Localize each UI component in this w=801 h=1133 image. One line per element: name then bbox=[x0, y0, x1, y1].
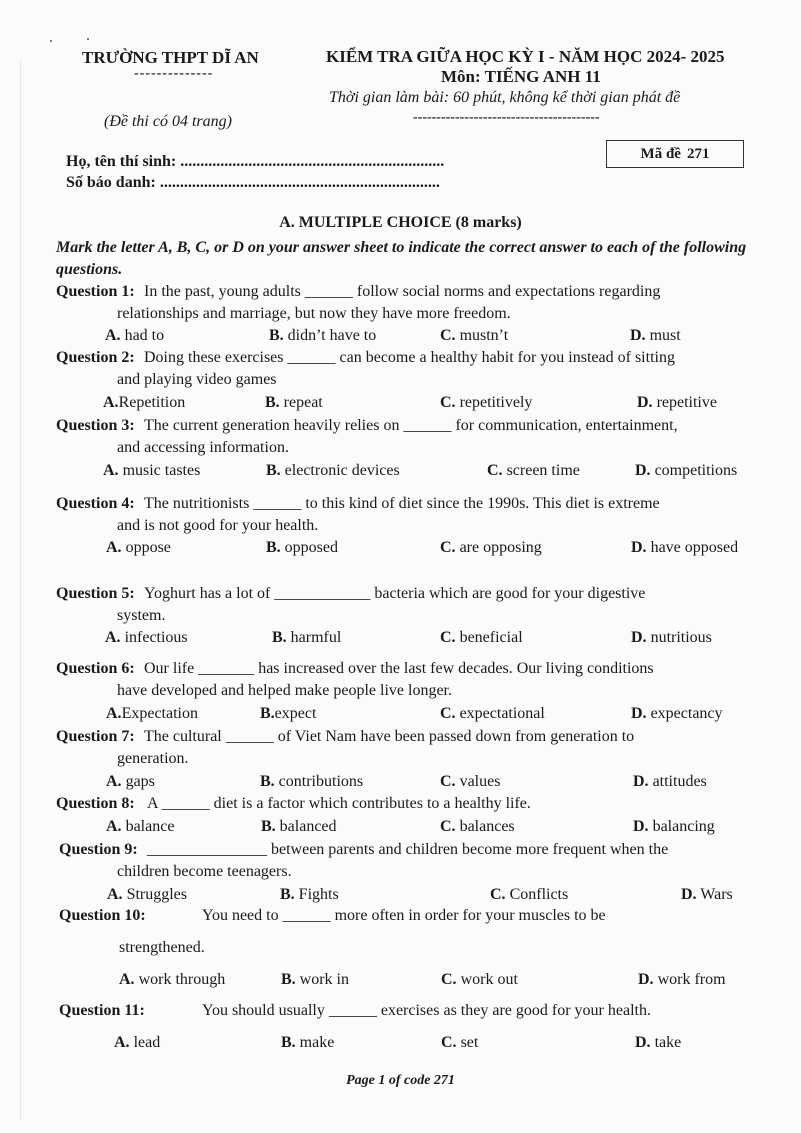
option-letter: C. bbox=[487, 462, 503, 479]
option-letter: B. bbox=[266, 462, 281, 479]
answer-option-c bbox=[441, 969, 518, 991]
scan-dot bbox=[50, 40, 52, 42]
question-text-continued: and is not good for your health. bbox=[117, 517, 319, 534]
option-letter: C. bbox=[440, 705, 456, 722]
option-text: expect bbox=[274, 705, 317, 722]
option-text: Struggles bbox=[122, 886, 188, 903]
school-underline: -------------- bbox=[134, 66, 214, 81]
answer-option-d bbox=[633, 816, 715, 838]
option-letter: D. bbox=[638, 971, 654, 988]
option-text: infectious bbox=[120, 629, 188, 646]
option-text: Conflicts bbox=[505, 886, 569, 903]
option-letter: A. bbox=[103, 394, 119, 411]
option-text: lead bbox=[129, 1034, 161, 1051]
section-instruction: Mark the letter A, B, C, or D on your answer sheet to indicate the correct answer to each of the following questions. bbox=[56, 239, 747, 278]
answer-option-b bbox=[269, 325, 376, 347]
option-text: attitudes bbox=[648, 773, 707, 790]
question-text: A ______ diet is a factor which contributes to a healthy life. bbox=[147, 795, 531, 812]
answer-option-b bbox=[261, 816, 337, 838]
option-text: balance bbox=[121, 818, 175, 835]
option-text: harmful bbox=[286, 629, 342, 646]
question-text-continued: generation. bbox=[117, 750, 189, 767]
answer-option-c bbox=[440, 392, 532, 414]
option-text: music tastes bbox=[118, 462, 201, 479]
question-label: Question 7: bbox=[56, 728, 135, 745]
answer-option-a bbox=[105, 325, 164, 347]
exam-code-value: 271 bbox=[686, 145, 710, 162]
option-text: beneficial bbox=[455, 629, 523, 646]
page-count-note: (Đề thi có 04 trang) bbox=[104, 113, 232, 130]
option-text: nutritious bbox=[646, 629, 712, 646]
option-text: had to bbox=[120, 327, 165, 344]
question-label: Question 4: bbox=[56, 495, 135, 512]
answer-option-a bbox=[103, 460, 200, 482]
option-letter: C. bbox=[441, 971, 457, 988]
answer-option-c bbox=[440, 703, 545, 725]
question-label: Question 1: bbox=[56, 283, 135, 300]
question-text-continued: and playing video games bbox=[117, 371, 277, 388]
question-text-continued: have developed and helped make people live longer. bbox=[117, 682, 452, 699]
answer-option-d bbox=[633, 771, 707, 793]
answer-option-a bbox=[119, 969, 225, 991]
option-letter: A. bbox=[105, 629, 121, 646]
student-name-field: Họ, tên thí sinh: .................................................................. bbox=[66, 153, 445, 170]
question-text: _______________ between parents and children become more frequent when the bbox=[147, 841, 669, 858]
option-letter: B. bbox=[280, 886, 295, 903]
answer-option-d bbox=[635, 460, 737, 482]
option-letter: D. bbox=[630, 327, 646, 344]
question-text-continued: strengthened. bbox=[119, 939, 205, 956]
option-text: repetitively bbox=[455, 394, 533, 411]
option-text: oppose bbox=[121, 539, 171, 556]
option-letter: D. bbox=[631, 539, 647, 556]
option-letter: D. bbox=[631, 629, 647, 646]
question-label: Question 10: bbox=[59, 907, 146, 924]
question-label: Question 8: bbox=[56, 795, 135, 812]
option-letter: B. bbox=[261, 818, 276, 835]
option-letter: B. bbox=[269, 327, 284, 344]
answer-option-a bbox=[107, 884, 187, 906]
student-id-field: Số báo danh: ...................................................................... bbox=[66, 174, 440, 191]
option-text: values bbox=[455, 773, 501, 790]
answer-option-c bbox=[440, 537, 542, 559]
option-text: Wars bbox=[696, 886, 733, 903]
option-text: gaps bbox=[121, 773, 155, 790]
question-text: The current generation heavily relies on ______ for communication, entertainment, bbox=[144, 417, 678, 434]
option-text: didn’t have to bbox=[283, 327, 377, 344]
question-text-continued: relationships and marriage, but now they have more freedom. bbox=[117, 305, 511, 322]
answer-option-a bbox=[103, 392, 185, 414]
answer-option-a bbox=[106, 771, 155, 793]
school-name: TRƯỜNG THPT DĨ AN bbox=[82, 48, 259, 67]
answer-option-d bbox=[638, 969, 726, 991]
option-letter: C. bbox=[490, 886, 506, 903]
question-text: Yoghurt has a lot of ____________ bacteria which are good for your digestive bbox=[144, 585, 646, 602]
answer-option-c bbox=[490, 884, 568, 906]
option-letter: C. bbox=[440, 818, 456, 835]
exam-title: KIỂM TRA GIỮA HỌC KỲ I - NĂM HỌC 2024- 2025 bbox=[326, 47, 725, 66]
answer-option-b bbox=[280, 884, 339, 906]
answer-option-d bbox=[631, 627, 712, 649]
option-text: balanced bbox=[275, 818, 337, 835]
option-letter: D. bbox=[633, 773, 649, 790]
option-letter: A. bbox=[119, 971, 135, 988]
answer-option-d bbox=[681, 884, 733, 906]
option-letter: D. bbox=[635, 462, 651, 479]
option-letter: D. bbox=[633, 818, 649, 835]
question-text: The nutritionists ______ to this kind of diet since the 1990s. This diet is extreme bbox=[144, 495, 660, 512]
option-text: must bbox=[645, 327, 681, 344]
option-letter: B. bbox=[260, 773, 275, 790]
answer-option-a bbox=[106, 816, 174, 838]
option-letter: D. bbox=[681, 886, 697, 903]
option-letter: A. bbox=[103, 462, 119, 479]
option-letter: C. bbox=[440, 629, 456, 646]
answer-option-b bbox=[266, 537, 338, 559]
option-text: repeat bbox=[279, 394, 323, 411]
answer-option-d bbox=[630, 325, 681, 347]
option-text: contributions bbox=[274, 773, 364, 790]
option-text: expectancy bbox=[646, 705, 723, 722]
option-letter: C. bbox=[440, 539, 456, 556]
option-letter: B. bbox=[260, 705, 275, 722]
option-text: electronic devices bbox=[280, 462, 400, 479]
section-title: A. MULTIPLE CHOICE (8 marks) bbox=[279, 214, 522, 231]
answer-option-a bbox=[105, 627, 188, 649]
option-letter: D. bbox=[635, 1034, 651, 1051]
question-label: Question 3: bbox=[56, 417, 135, 434]
scan-dot bbox=[87, 38, 89, 40]
option-letter: C. bbox=[441, 1034, 457, 1051]
answer-option-d bbox=[631, 703, 723, 725]
option-letter: A. bbox=[106, 705, 122, 722]
answer-option-c bbox=[440, 627, 523, 649]
question-text: Doing these exercises ______ can become a healthy habit for you instead of sitting bbox=[144, 349, 675, 366]
answer-option-b bbox=[260, 771, 363, 793]
option-text: work from bbox=[653, 971, 726, 988]
answer-option-b bbox=[265, 392, 323, 414]
option-text: screen time bbox=[502, 462, 580, 479]
answer-option-b bbox=[266, 460, 400, 482]
option-letter: B. bbox=[266, 539, 281, 556]
answer-option-d bbox=[637, 392, 717, 414]
option-text: Expectation bbox=[121, 705, 198, 722]
option-text: opposed bbox=[280, 539, 338, 556]
option-letter: D. bbox=[631, 705, 647, 722]
answer-option-a bbox=[106, 537, 171, 559]
question-text: You need to ______ more often in order for your muscles to be bbox=[202, 907, 606, 924]
exam-code-label: Mã đề bbox=[640, 145, 681, 162]
option-letter: A. bbox=[106, 818, 122, 835]
option-letter: A. bbox=[107, 886, 123, 903]
option-text: expectational bbox=[455, 705, 545, 722]
answer-option-c bbox=[440, 771, 500, 793]
option-text: competitions bbox=[650, 462, 738, 479]
option-letter: A. bbox=[105, 327, 121, 344]
option-text: work in bbox=[295, 971, 349, 988]
question-text: You should usually ______ exercises as they are good for your health. bbox=[202, 1002, 651, 1019]
question-text: The cultural ______ of Viet Nam have been passed down from generation to bbox=[144, 728, 635, 745]
time-note: Thời gian làm bài: 60 phút, không kể thời gian phát đề bbox=[329, 89, 681, 106]
answer-option-c bbox=[441, 1032, 478, 1054]
question-label: Question 2: bbox=[56, 349, 135, 366]
answer-option-c bbox=[440, 816, 515, 838]
option-text: are opposing bbox=[455, 539, 542, 556]
answer-option-b bbox=[272, 627, 341, 649]
option-letter: C. bbox=[440, 773, 456, 790]
option-letter: A. bbox=[106, 539, 122, 556]
option-letter: B. bbox=[272, 629, 287, 646]
question-label: Question 6: bbox=[56, 660, 135, 677]
option-text: work out bbox=[456, 971, 518, 988]
answer-option-c bbox=[440, 325, 508, 347]
answer-option-d bbox=[635, 1032, 681, 1054]
exam-code-box bbox=[606, 140, 744, 168]
answer-option-b bbox=[281, 969, 349, 991]
option-letter: C. bbox=[440, 394, 456, 411]
option-letter: B. bbox=[265, 394, 280, 411]
title-underline: ---------------------------------------- bbox=[413, 110, 600, 125]
answer-option-d bbox=[631, 537, 738, 559]
option-text: repetitive bbox=[652, 394, 717, 411]
option-text: set bbox=[456, 1034, 479, 1051]
answer-option-b bbox=[281, 1032, 334, 1054]
page-footer: Page 1 of code 271 bbox=[346, 1073, 455, 1088]
question-label: Question 9: bbox=[59, 841, 138, 858]
question-label: Question 5: bbox=[56, 585, 135, 602]
question-text-continued: children become teenagers. bbox=[117, 863, 292, 880]
option-text: mustn’t bbox=[455, 327, 509, 344]
option-letter: D. bbox=[637, 394, 653, 411]
option-text: Fights bbox=[294, 886, 339, 903]
question-text: Our life _______ has increased over the last few decades. Our living conditions bbox=[144, 660, 654, 677]
question-text-continued: system. bbox=[117, 607, 166, 624]
question-text: In the past, young adults ______ follow social norms and expectations regarding bbox=[144, 283, 661, 300]
option-text: work through bbox=[134, 971, 226, 988]
question-label: Question 11: bbox=[59, 1002, 145, 1019]
option-letter: B. bbox=[281, 1034, 296, 1051]
option-letter: A. bbox=[114, 1034, 130, 1051]
question-text-continued: and accessing information. bbox=[117, 439, 289, 456]
option-text: make bbox=[295, 1034, 335, 1051]
option-letter: C. bbox=[440, 327, 456, 344]
answer-option-a bbox=[114, 1032, 160, 1054]
answer-option-b bbox=[260, 703, 316, 725]
answer-option-c bbox=[487, 460, 580, 482]
option-text: Repetition bbox=[118, 394, 186, 411]
subject-title: Môn: TIẾNG ANH 11 bbox=[441, 67, 601, 86]
option-text: balancing bbox=[648, 818, 715, 835]
option-text: balances bbox=[455, 818, 515, 835]
option-text: take bbox=[650, 1034, 682, 1051]
answer-option-a bbox=[106, 703, 198, 725]
option-text: have opposed bbox=[646, 539, 739, 556]
option-letter: B. bbox=[281, 971, 296, 988]
option-letter: A. bbox=[106, 773, 122, 790]
